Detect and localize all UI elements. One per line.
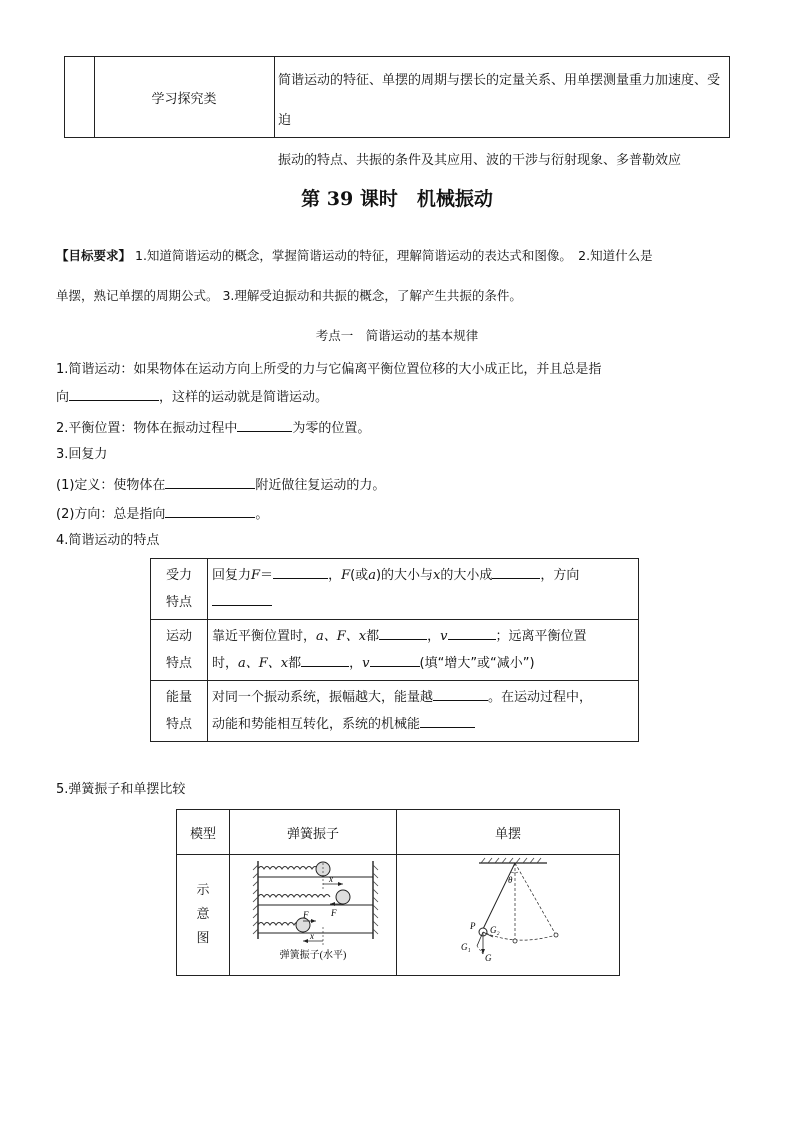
page-title: 第 39 课时 机械振动: [301, 188, 493, 210]
item-1-line2: [56, 386, 328, 408]
vars: a、F、x: [316, 629, 367, 644]
item-3-2-suffix: 。: [255, 507, 269, 522]
var-F: F: [341, 568, 351, 583]
label-x1: x: [329, 874, 333, 884]
objectives-line2: 单摆，熟记单摆的周期公式。 3.理解受迫振动和共振的概念，了解产生共振的条件。: [56, 288, 522, 303]
blank[interactable]: [433, 686, 488, 701]
label-G: G: [485, 953, 492, 963]
label-theta: θ: [508, 875, 513, 885]
text: ＝: [260, 568, 274, 583]
var-v: v: [362, 656, 370, 671]
blank[interactable]: [379, 625, 427, 640]
ball-2: [336, 890, 350, 904]
row-header-line: 特点: [165, 656, 192, 671]
row-header-line: 特点: [165, 595, 192, 610]
row-content-line: [212, 623, 634, 650]
displacement-arrowhead-2: [303, 939, 308, 943]
spring-2: [258, 895, 330, 898]
blank[interactable]: [165, 474, 255, 489]
item-3-1-suffix: 附近做往复运动的力。: [255, 478, 386, 493]
text: ，: [328, 568, 342, 583]
blank[interactable]: [69, 386, 159, 401]
section-heading: 考点一 简谐运动的基本规律: [315, 328, 479, 343]
table-row: [151, 681, 639, 742]
row-label-diagram: [177, 855, 230, 976]
objectives-label: 【目标要求】: [56, 248, 132, 263]
blank[interactable]: [448, 625, 496, 640]
blank[interactable]: [273, 564, 328, 579]
text: 靠近平衡位置时，: [212, 629, 317, 644]
left-wall-hatch: [253, 865, 258, 934]
text: ，: [427, 629, 441, 644]
row-label-char: 图: [196, 931, 210, 946]
label-F2: F: [303, 910, 309, 920]
item-1-prefix: 向: [56, 390, 70, 405]
blank[interactable]: [301, 652, 349, 667]
item-3-1-prefix: (1)定义：使物体在: [56, 478, 166, 493]
item-1-line1: 1.简谐运动：如果物体在运动方向上所受的力与它偏离平衡位置位移的大小成正比，并且总是指: [56, 362, 602, 377]
var-a: a: [368, 568, 376, 583]
spring-oscillator-diagram: [230, 855, 396, 971]
angle-arc: [511, 872, 518, 873]
row-content-motion: [208, 620, 639, 681]
var-v: v: [440, 629, 448, 644]
row-content-energy: [208, 681, 639, 742]
spring-caption: 弹簧振子(水平): [279, 950, 347, 961]
top-table-content: [278, 61, 726, 181]
top-table-category: 学习探究类: [94, 57, 275, 137]
right-extreme-dashed: [515, 863, 556, 935]
text: (填“增大”或“减小”): [419, 656, 535, 671]
row-header-force: [151, 559, 208, 620]
top-table: [64, 56, 730, 168]
item-3-2: [56, 503, 268, 525]
row-header-line: 能量: [165, 690, 192, 705]
vars: a、F、x: [238, 656, 289, 671]
text: 对同一个振动系统，振幅越大，能量越: [212, 690, 434, 705]
label-G2: G₂: [490, 925, 500, 935]
simple-pendulum-diagram: [397, 855, 619, 971]
item-5: 5.弹簧振子和单摆比较: [56, 782, 186, 797]
table-row: [177, 810, 620, 855]
text: ；远离平衡位置: [495, 629, 587, 644]
spring-diagram-cell: [230, 855, 397, 976]
item-1-suffix: ，这样的运动就是简谐运动。: [159, 390, 329, 405]
row-content-force: [208, 559, 639, 620]
row-content-line: [212, 711, 634, 738]
blank[interactable]: [492, 564, 540, 579]
row-content-line: [212, 650, 634, 677]
row-header-line: 受力: [165, 568, 192, 583]
row-header-line: 运动: [165, 629, 192, 644]
item-3-2-prefix: (2)方向：总是指向: [56, 507, 166, 522]
item-2-suffix: 为零的位置。: [292, 421, 371, 436]
top-table-content-line2: 振动的特点、共振的条件及其应用、波的干涉与衍射现象、多普勒效应: [278, 153, 682, 168]
top-table-content-line1: 简谐运动的特征、单摆的周期与摆长的定量关系、用单摆测量重力加速度、受迫: [278, 73, 721, 128]
pendulum-string: [483, 863, 515, 929]
text: ，: [349, 656, 363, 671]
item-2: [56, 417, 370, 439]
label-G1: G₁: [461, 942, 471, 952]
row-header-energy: [151, 681, 208, 742]
objectives-line1: 1.知道简谐运动的概念，掌握简谐运动的特征，理解简谐运动的表达式和图像。 2.知道什么是: [131, 248, 653, 263]
row-content-line: [212, 684, 634, 711]
header-pendulum: 单摆: [397, 810, 620, 855]
row-content-line: [212, 562, 634, 589]
row-label-char: 示: [196, 883, 210, 898]
row-header-motion: [151, 620, 208, 681]
text: (或: [350, 568, 369, 583]
row-content-line: [212, 589, 634, 616]
objectives: [56, 246, 746, 266]
var-F: F: [251, 568, 261, 583]
force-arrowhead-2: [311, 919, 316, 923]
label-F1: F: [331, 908, 337, 918]
label-x2: x: [310, 931, 314, 941]
row-header-line: 特点: [165, 717, 192, 732]
header-model: 模型: [177, 810, 230, 855]
text: 时，: [212, 656, 239, 671]
blank[interactable]: [212, 591, 272, 606]
header-spring: 弹簧振子: [230, 810, 397, 855]
item-3-1: [56, 474, 385, 496]
item-4: 4.简谐运动的特点: [56, 533, 160, 548]
blank[interactable]: [370, 652, 420, 667]
text: ，方向: [540, 568, 580, 583]
displacement-arrowhead-1: [338, 882, 343, 886]
table-row: [151, 559, 639, 620]
text: 都: [366, 629, 380, 644]
blank[interactable]: [237, 417, 292, 432]
text: )的大小与: [375, 568, 434, 583]
item-3: 3.回复力: [56, 447, 108, 462]
ball-3: [296, 918, 310, 932]
blank[interactable]: [420, 713, 475, 728]
equilibrium-bob: [513, 939, 517, 943]
compare-table: [176, 809, 620, 976]
text: 动能和势能相互转化，系统的机械能: [212, 717, 421, 732]
right-wall-hatch: [373, 865, 378, 934]
text: 。在运动过程中，: [488, 690, 593, 705]
table-row: [177, 855, 620, 976]
text: 的大小成: [440, 568, 493, 583]
spring-1: [258, 867, 318, 870]
features-table: [150, 558, 639, 742]
top-table-empty-cell: [65, 57, 95, 137]
spring-3: [258, 923, 300, 926]
blank[interactable]: [165, 503, 255, 518]
pendulum-diagram-cell: [397, 855, 620, 976]
row-label-char: 意: [196, 907, 210, 922]
table-row: [151, 620, 639, 681]
extreme-bob: [554, 933, 558, 937]
var-x: x: [433, 568, 441, 583]
text: 回复力: [212, 568, 252, 583]
text: 都: [288, 656, 302, 671]
ceiling-hatch: [481, 858, 541, 863]
item-2-prefix: 2.平衡位置：物体在振动过程中: [56, 421, 238, 436]
label-P: P: [470, 921, 476, 931]
